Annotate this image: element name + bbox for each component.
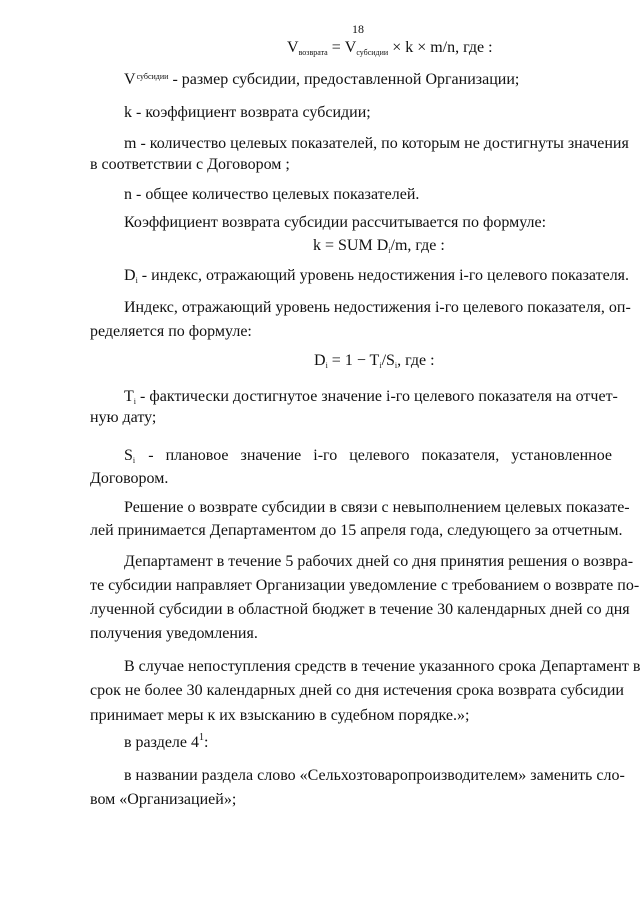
decision-line1: Решение о возврате субсидии в связи с невыполнением целевых показате- xyxy=(124,499,630,516)
definition-text: - плановое значение i-го целевого показателя, установленное xyxy=(144,447,612,464)
department-line1: Департамент в течение 5 рабочих дней со дня принятия решения о возвра- xyxy=(124,553,634,570)
definition-m-line2: в соответствии с Договором ; xyxy=(90,156,290,173)
coefficient-text: Коэффициент возврата субсидии рассчитывается по формуле: xyxy=(124,214,547,231)
section-colon: : xyxy=(204,734,209,751)
definition-symbol: T xyxy=(124,388,134,405)
definition-subscript: i xyxy=(132,456,136,465)
definition-s-line1 xyxy=(124,446,612,468)
department-line2: те субсидии направляет Организации уведомление с требованием о возврате по- xyxy=(90,577,640,594)
department-line3: лученной субсидии в областной бюджет в течение 30 календарных дней со дня xyxy=(90,601,630,618)
definition-k: k - коэффициент возврата субсидии; xyxy=(124,104,371,121)
definition-subscript: субсидии xyxy=(136,72,169,81)
formula-refund xyxy=(287,38,493,60)
decision-line2: лей принимается Департаментом до 15 апреля года, следующего за отчетным. xyxy=(90,522,623,539)
section-text: в разделе 4 xyxy=(124,734,200,751)
index-line2: ределяется по формуле: xyxy=(90,323,252,340)
definition-t-line1 xyxy=(124,387,618,409)
case-line2: срок не более 30 календарных дней со дня истечения срока возврата субсидии xyxy=(90,682,624,699)
index-line1: Индекс, отражающий уровень недостижения i-го целевого показателя, оп- xyxy=(124,299,631,316)
section-reference xyxy=(124,733,208,755)
definition-text: - индекс, отражающий уровень недостижения i-го целевого показателя. xyxy=(137,267,630,284)
formula-symbol-v: V xyxy=(287,39,299,56)
formula-sub-refund: возврата xyxy=(298,48,328,57)
definition-m-line1: m - количество целевых показателей, по которым не достигнуты значения xyxy=(124,135,629,152)
definition-symbol: D xyxy=(124,267,136,284)
definition-text: - фактически достигнутое значение i-го целевого показателя на отчет- xyxy=(136,388,618,405)
case-line3: принимает меры к их взысканию в судебном порядке.»; xyxy=(90,707,470,724)
formula-sub-subsidy: субсидии xyxy=(356,48,389,57)
definition-n: n - общее количество целевых показателей. xyxy=(124,186,420,203)
definition-v xyxy=(124,70,519,92)
formula-d-symbol: D xyxy=(314,352,326,369)
formula-k-right: /m, где : xyxy=(390,237,445,254)
formula-d xyxy=(314,351,435,373)
definition-symbol: V xyxy=(124,71,136,88)
formula-d-part-d: , где : xyxy=(397,352,435,369)
formula-k xyxy=(313,236,445,258)
page-number: 18 xyxy=(352,22,364,36)
formula-d-part-c: /S xyxy=(381,352,395,369)
definition-text: - размер субсидии, предоставленной Организации; xyxy=(168,71,520,88)
formula-k-left: k = SUM D xyxy=(313,237,389,254)
formula-d-part-b: = 1 − T xyxy=(327,352,380,369)
definition-subscript: i xyxy=(133,397,137,406)
department-line4: получения уведомления. xyxy=(90,625,258,642)
formula-rest: × k × m/n, где : xyxy=(388,39,493,56)
definition-symbol-group xyxy=(124,446,135,468)
formula-d-sub1: i xyxy=(325,361,328,370)
definition-d xyxy=(124,266,629,288)
title-change-line2: вом «Организацией»; xyxy=(90,791,237,808)
definition-symbol: S xyxy=(124,447,133,464)
section-superscript: 1 xyxy=(199,732,205,743)
formula-symbol-v2: V xyxy=(344,39,357,56)
definition-t-line2: ную дату; xyxy=(90,409,157,426)
formula-equals: = xyxy=(327,39,345,56)
formula-d-sub3: i xyxy=(394,361,398,370)
title-change-line1: в названии раздела слово «Сельхозтоваропроизводителем» заменить сло- xyxy=(124,767,625,784)
formula-k-subscript: i xyxy=(388,246,391,255)
definition-subscript: i xyxy=(135,276,138,285)
case-line1: В случае непоступления средств в течение указанного срока Департамент в xyxy=(124,658,640,675)
formula-d-sub2: i xyxy=(379,361,382,370)
definition-s-line2: Договором. xyxy=(90,470,169,487)
